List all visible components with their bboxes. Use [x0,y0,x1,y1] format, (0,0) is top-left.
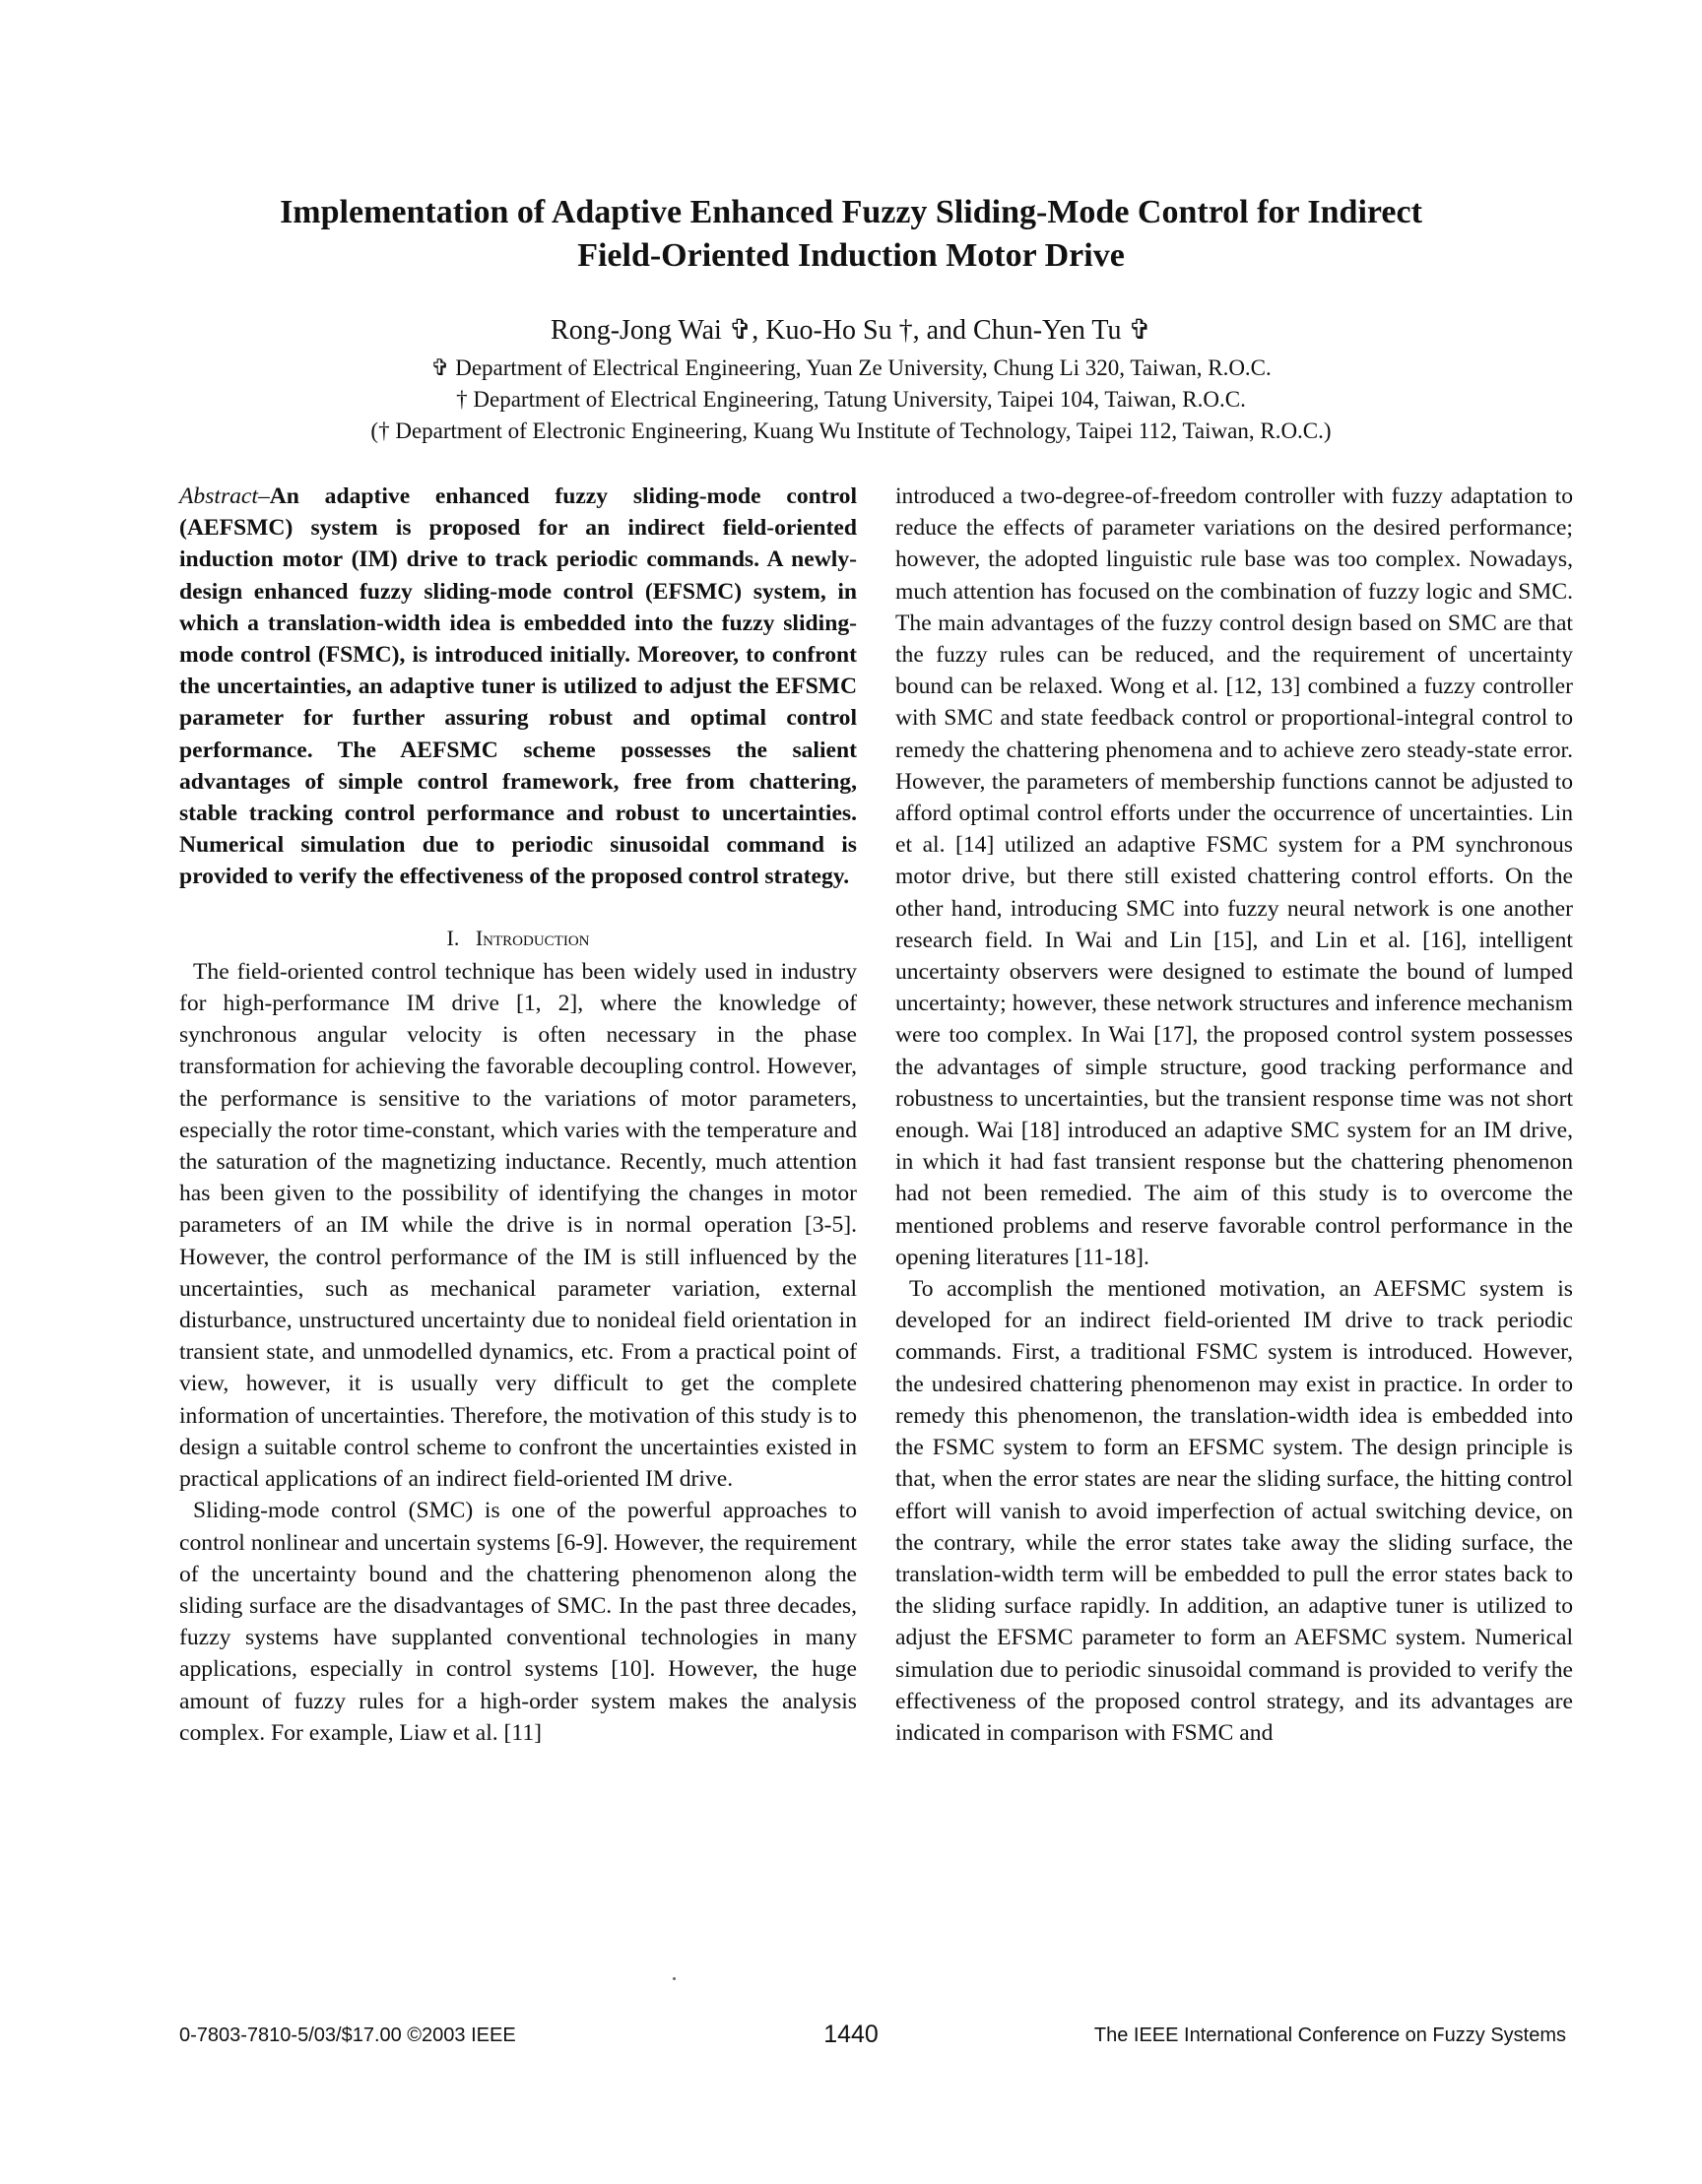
title-line-2: Field-Oriented Induction Motor Drive [577,237,1125,274]
intro-paragraph-2: Sliding-mode control (SMC) is one of the powerful approaches to control nonlinear and uncertain systems [6-9]. However, the requirement of the uncertainty bound and the chattering phenomenon along the sliding surface are the disadvantages of SMC. In the past three decades, fuzzy systems have supplanted conventional technologies in many applications, especially in control systems [10]. However, the huge amount of fuzzy rules for a high-order system makes the analysis complex. For example, Liaw et al. [11] [179,1498,857,1746]
abstract-body: An adaptive enhanced fuzzy sliding-mode control (AEFSMC) system is proposed for an indirect field-oriented induction motor (IM) drive to track periodic commands. A newly-design enhanced fuzzy sliding-mode control (EFSMC) system, in which a translation-width idea is embedded into the fuzzy sliding-mode control (FSMC), is introduced initially. Moreover, to confront the uncertainties, an adaptive tuner is utilized to adjust the EFSMC parameter for further assuring robust and optimal control performance. The AEFSMC scheme possesses the salient advantages of simple control framework, free from chattering, stable tracking control performance and robust to uncertainties. Numerical simulation due to periodic sinusoidal command is provided to verify the effectiveness of the proposed control strategy. [179,483,857,890]
intro-paragraph-3: introduced a two-degree-of-freedom controller with fuzzy adaptation to reduce the effects of parameter variations on the desired performance; however, the adopted linguistic rule base was too complex. Nowadays, much attention has focused on the combination of fuzzy logic and SMC. The main advantages of the fuzzy control design based on SMC are that the fuzzy rules can be reduced, and the requirement of uncertainty bound can be relaxed. Wong et al. [12, 13] combined a fuzzy controller with SMC and state feedback control or proportional-integral control to remedy the chattering phenomena and to achieve zero steady-state error. However, the parameters of membership functions cannot be adjusted to afford optimal control efforts under the occurrence of uncertainties. Lin et al. [14] utilized an adaptive FSMC system for a PM synchronous motor drive, but there still existed chattering control efforts. On the other hand, introducing SMC into fuzzy neural network is one another research field. In Wai and Lin [15], and Lin et al. [16], intelligent uncertainty observers were designed to estimate the bound of lumped uncertainty; however, these network structures and inference mechanism were too complex. In Wai [17], the proposed control system possesses the advantages of simple structure, good tracking performance and robustness to uncertainties, but the transient response time was not short enough. Wai [18] introduced an adaptive SMC system for an IM drive, in which it had fast transient response but the chattering phenomenon had not been remedied. The aim of this study is to overcome the mentioned problems and reserve favorable control performance in the opening literatures [11-18]. [895,483,1573,1270]
section-title: Introduction [475,925,590,950]
affiliations [148,353,1554,447]
page-number: 1440 [823,2021,879,2048]
scan-speck [673,1977,676,1980]
author-list: Rong-Jong Wai ✞, Kuo-Ho Su †, and Chun-Yen Tu ✞ [551,315,1151,346]
section-number: I. [446,925,460,950]
affiliation-2: † Department of Electrical Engineering, Tatung University, Taipei 104, Taiwan, R.O.C. [456,387,1246,412]
abstract-label: Abstract– [179,483,270,509]
affiliation-1: ✞ Department of Electrical Engineering, Yuan Ze University, Chung Li 320, Taiwan, R.O.C. [430,355,1272,380]
right-column [895,481,1573,1749]
footer-conference: The IEEE International Conference on Fuzzy Systems [1093,2024,1566,2046]
title-line-1: Implementation of Adaptive Enhanced Fuzzy Sliding-Mode Control for Indirect [280,194,1422,230]
left-column [179,481,857,1749]
paper-title [148,191,1554,278]
footer-copyright: 0-7803-7810-5/03/$17.00 ©2003 IEEE [179,2024,516,2046]
affiliation-3: († Department of Electronic Engineering, Kuang Wu Institute of Technology, Taipei 112, Taiwan, R.O.C.) [370,418,1332,443]
page-footer [0,2021,1702,2056]
intro-paragraph-1: The field-oriented control technique has been widely used in industry for high-performance IM drive [1, 2], where the knowledge of synchronous angular velocity is often necessary in the phase transformation for achieving the favorable decoupling control. However, the performance is sensitive to the variations of motor parameters, especially the rotor time-constant, which varies with the temperature and the saturation of the magnetizing inductance. Recently, much attention has been given to the possibility of identifying the changes in motor parameters of an IM while the drive is in normal operation [3-5]. However, the control performance of the IM is still influenced by the uncertainties, such as mechanical parameter variation, external disturbance, unstructured uncertainty due to nonideal field orientation in transient state, and unmodelled dynamics, etc. From a practical point of view, however, it is usually very difficult to get the complete information of uncertainties. Therefore, the motivation of this study is to design a suitable control scheme to confront the uncertainties existed in practical applications of an indirect field-oriented IM drive. [179,958,857,1493]
abstract [179,481,857,893]
intro-paragraph-4: To accomplish the mentioned motivation, an AEFSMC system is developed for an indirect field-oriented IM drive to track periodic commands. First, a traditional FSMC system is introduced. However, the undesired chattering phenomenon may exist in practice. In order to remedy this phenomenon, the translation-width idea is embedded into the FSMC system to form an EFSMC system. The design principle is that, when the error states are near the sliding surface, the hitting control effort will vanish to avoid imperfection of actual switching device, on the contrary, while the error states take away the sliding surface, the translation-width term will be embedded to pull the error states back to the sliding surface rapidly. In addition, an adaptive tuner is utilized to adjust the EFSMC parameter to form an AEFSMC system. Numerical simulation due to periodic sinusoidal command is provided to verify the effectiveness of the proposed control strategy, and its advantages are indicated in comparison with FSMC and [895,1276,1573,1746]
section-heading-introduction [179,923,857,954]
